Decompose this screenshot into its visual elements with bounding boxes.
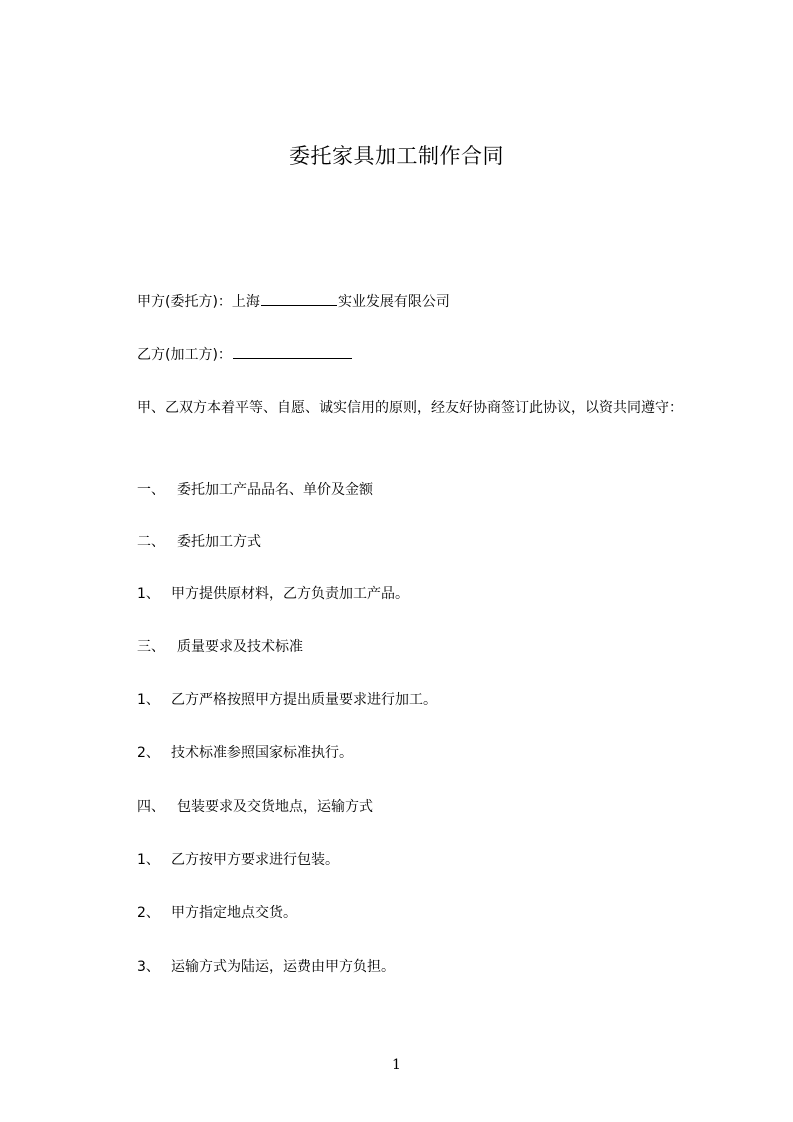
page-number: 1	[392, 1057, 401, 1073]
clause-item	[137, 743, 353, 763]
document-title: 委托家具加工制作合同	[289, 144, 504, 168]
party-a-suffix: 实业发展有限公司	[337, 294, 450, 310]
section-text: 委托加工产品品名、单价及金额	[177, 482, 373, 498]
clause-item	[137, 584, 409, 604]
section-number: 二、	[137, 534, 165, 550]
clause-number: 2、	[137, 745, 160, 761]
clause-number: 1、	[137, 586, 160, 602]
section-text: 质量要求及技术标准	[177, 639, 303, 655]
section-heading	[137, 532, 261, 552]
party-a-name-blank	[261, 291, 337, 306]
clause-text: 技术标准参照国家标准执行。	[171, 745, 353, 761]
party-a-line	[137, 291, 450, 312]
section-number: 三、	[137, 639, 165, 655]
section-heading	[137, 480, 373, 500]
party-b-label: 乙方(加工方)：	[137, 347, 232, 363]
clause-text: 甲方指定地点交货。	[171, 905, 297, 921]
clause-number: 1、	[137, 852, 160, 868]
section-number: 一、	[137, 482, 165, 498]
party-a-label: 甲方(委托方)：上海	[137, 294, 260, 310]
section-heading	[137, 797, 373, 817]
section-number: 四、	[137, 799, 165, 815]
clause-number: 2、	[137, 905, 160, 921]
clause-item	[137, 850, 339, 870]
clause-number: 1、	[137, 692, 160, 708]
section-text: 包装要求及交货地点，运输方式	[177, 799, 373, 815]
clause-number: 3、	[137, 959, 160, 975]
section-heading	[137, 637, 303, 657]
intro-paragraph: 甲、乙双方本着平等、自愿、诚实信用的原则，经友好协商签订此协议，以资共同遵守：	[137, 400, 683, 416]
clause-item	[137, 957, 395, 977]
clause-text: 运输方式为陆运，运费由甲方负担。	[171, 959, 395, 975]
clause-text: 乙方严格按照甲方提出质量要求进行加工。	[171, 692, 437, 708]
clause-text: 甲方提供原材料，乙方负责加工产品。	[171, 586, 409, 602]
section-text: 委托加工方式	[177, 534, 261, 550]
party-b-name-blank	[233, 344, 352, 359]
clause-text: 乙方按甲方要求进行包装。	[171, 852, 339, 868]
party-b-line	[137, 344, 353, 365]
clause-item	[137, 690, 437, 710]
clause-item	[137, 903, 297, 923]
